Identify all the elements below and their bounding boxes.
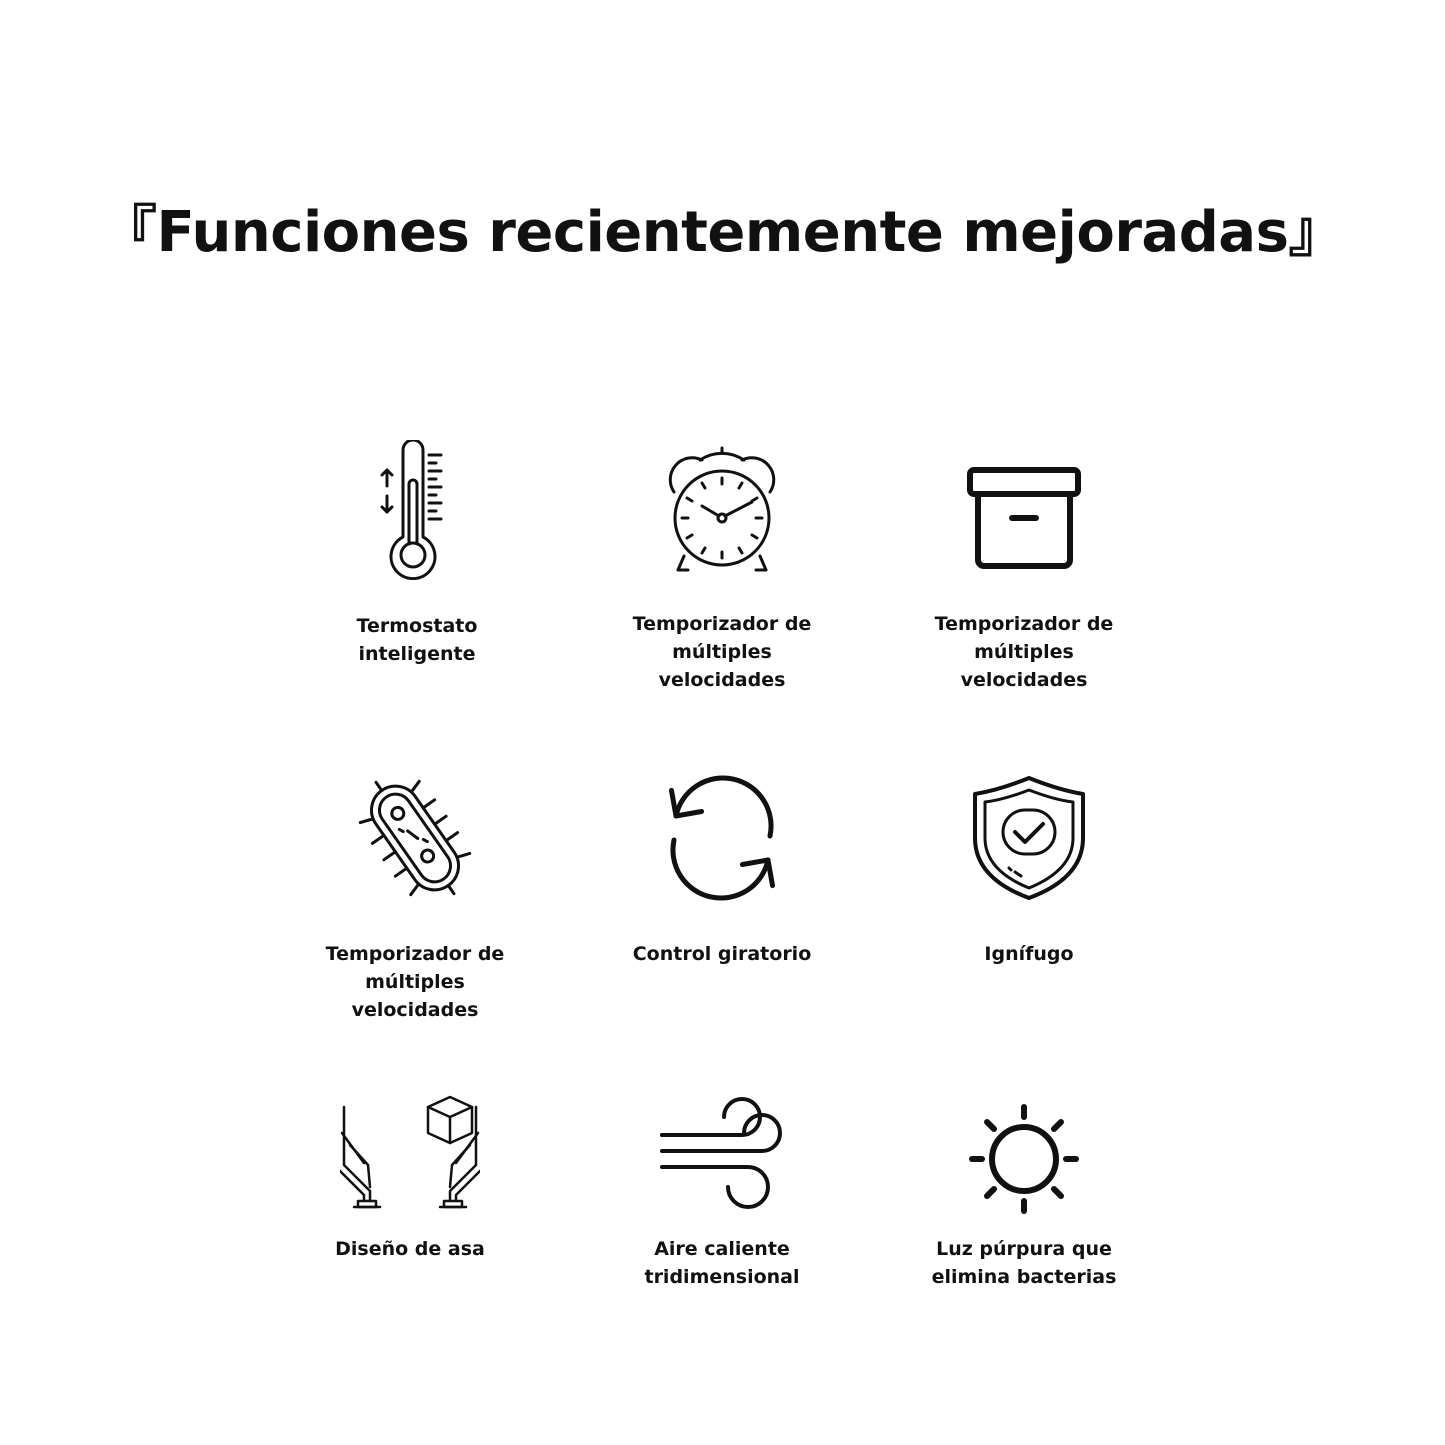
feature-purple-light (894, 1083, 1154, 1291)
feature-multi-speed-timer-2 (894, 440, 1154, 694)
bacteria-icon (345, 768, 485, 908)
feature-handle-design (280, 1083, 540, 1263)
feature-label: Temporizador de múltiples velocidades (325, 943, 505, 1021)
sun-icon (954, 1083, 1094, 1223)
feature-label: Ignífugo (984, 943, 1074, 965)
alarm-clock-icon (652, 440, 792, 580)
feature-label: Control giratorio (632, 943, 812, 965)
feature-label: Temporizador de múltiples velocidades (632, 613, 812, 691)
wind-icon (652, 1083, 792, 1223)
feature-multi-speed-timer-3 (285, 768, 545, 1024)
rotate-arrows-icon (652, 768, 792, 908)
feature-label: Aire caliente tridimensional (644, 1238, 800, 1288)
feature-fireproof (899, 768, 1159, 968)
feature-label: Termostato inteligente (356, 615, 478, 665)
feature-3d-hot-air (592, 1083, 852, 1291)
page-title: 『Funciones recientemente mejoradas』 (101, 200, 1344, 265)
feature-multi-speed-timer-1 (592, 440, 852, 694)
feature-rotary-control (592, 768, 852, 968)
feature-smart-thermostat (287, 440, 547, 668)
shield-check-icon (959, 768, 1099, 908)
feature-label: Luz púrpura que elimina bacterias (931, 1238, 1117, 1288)
thermometer-icon (347, 440, 487, 580)
hands-holding-box-icon (340, 1083, 480, 1223)
archive-box-icon (954, 440, 1094, 580)
feature-label: Diseño de asa (335, 1238, 485, 1260)
feature-label: Temporizador de múltiples velocidades (934, 613, 1114, 691)
